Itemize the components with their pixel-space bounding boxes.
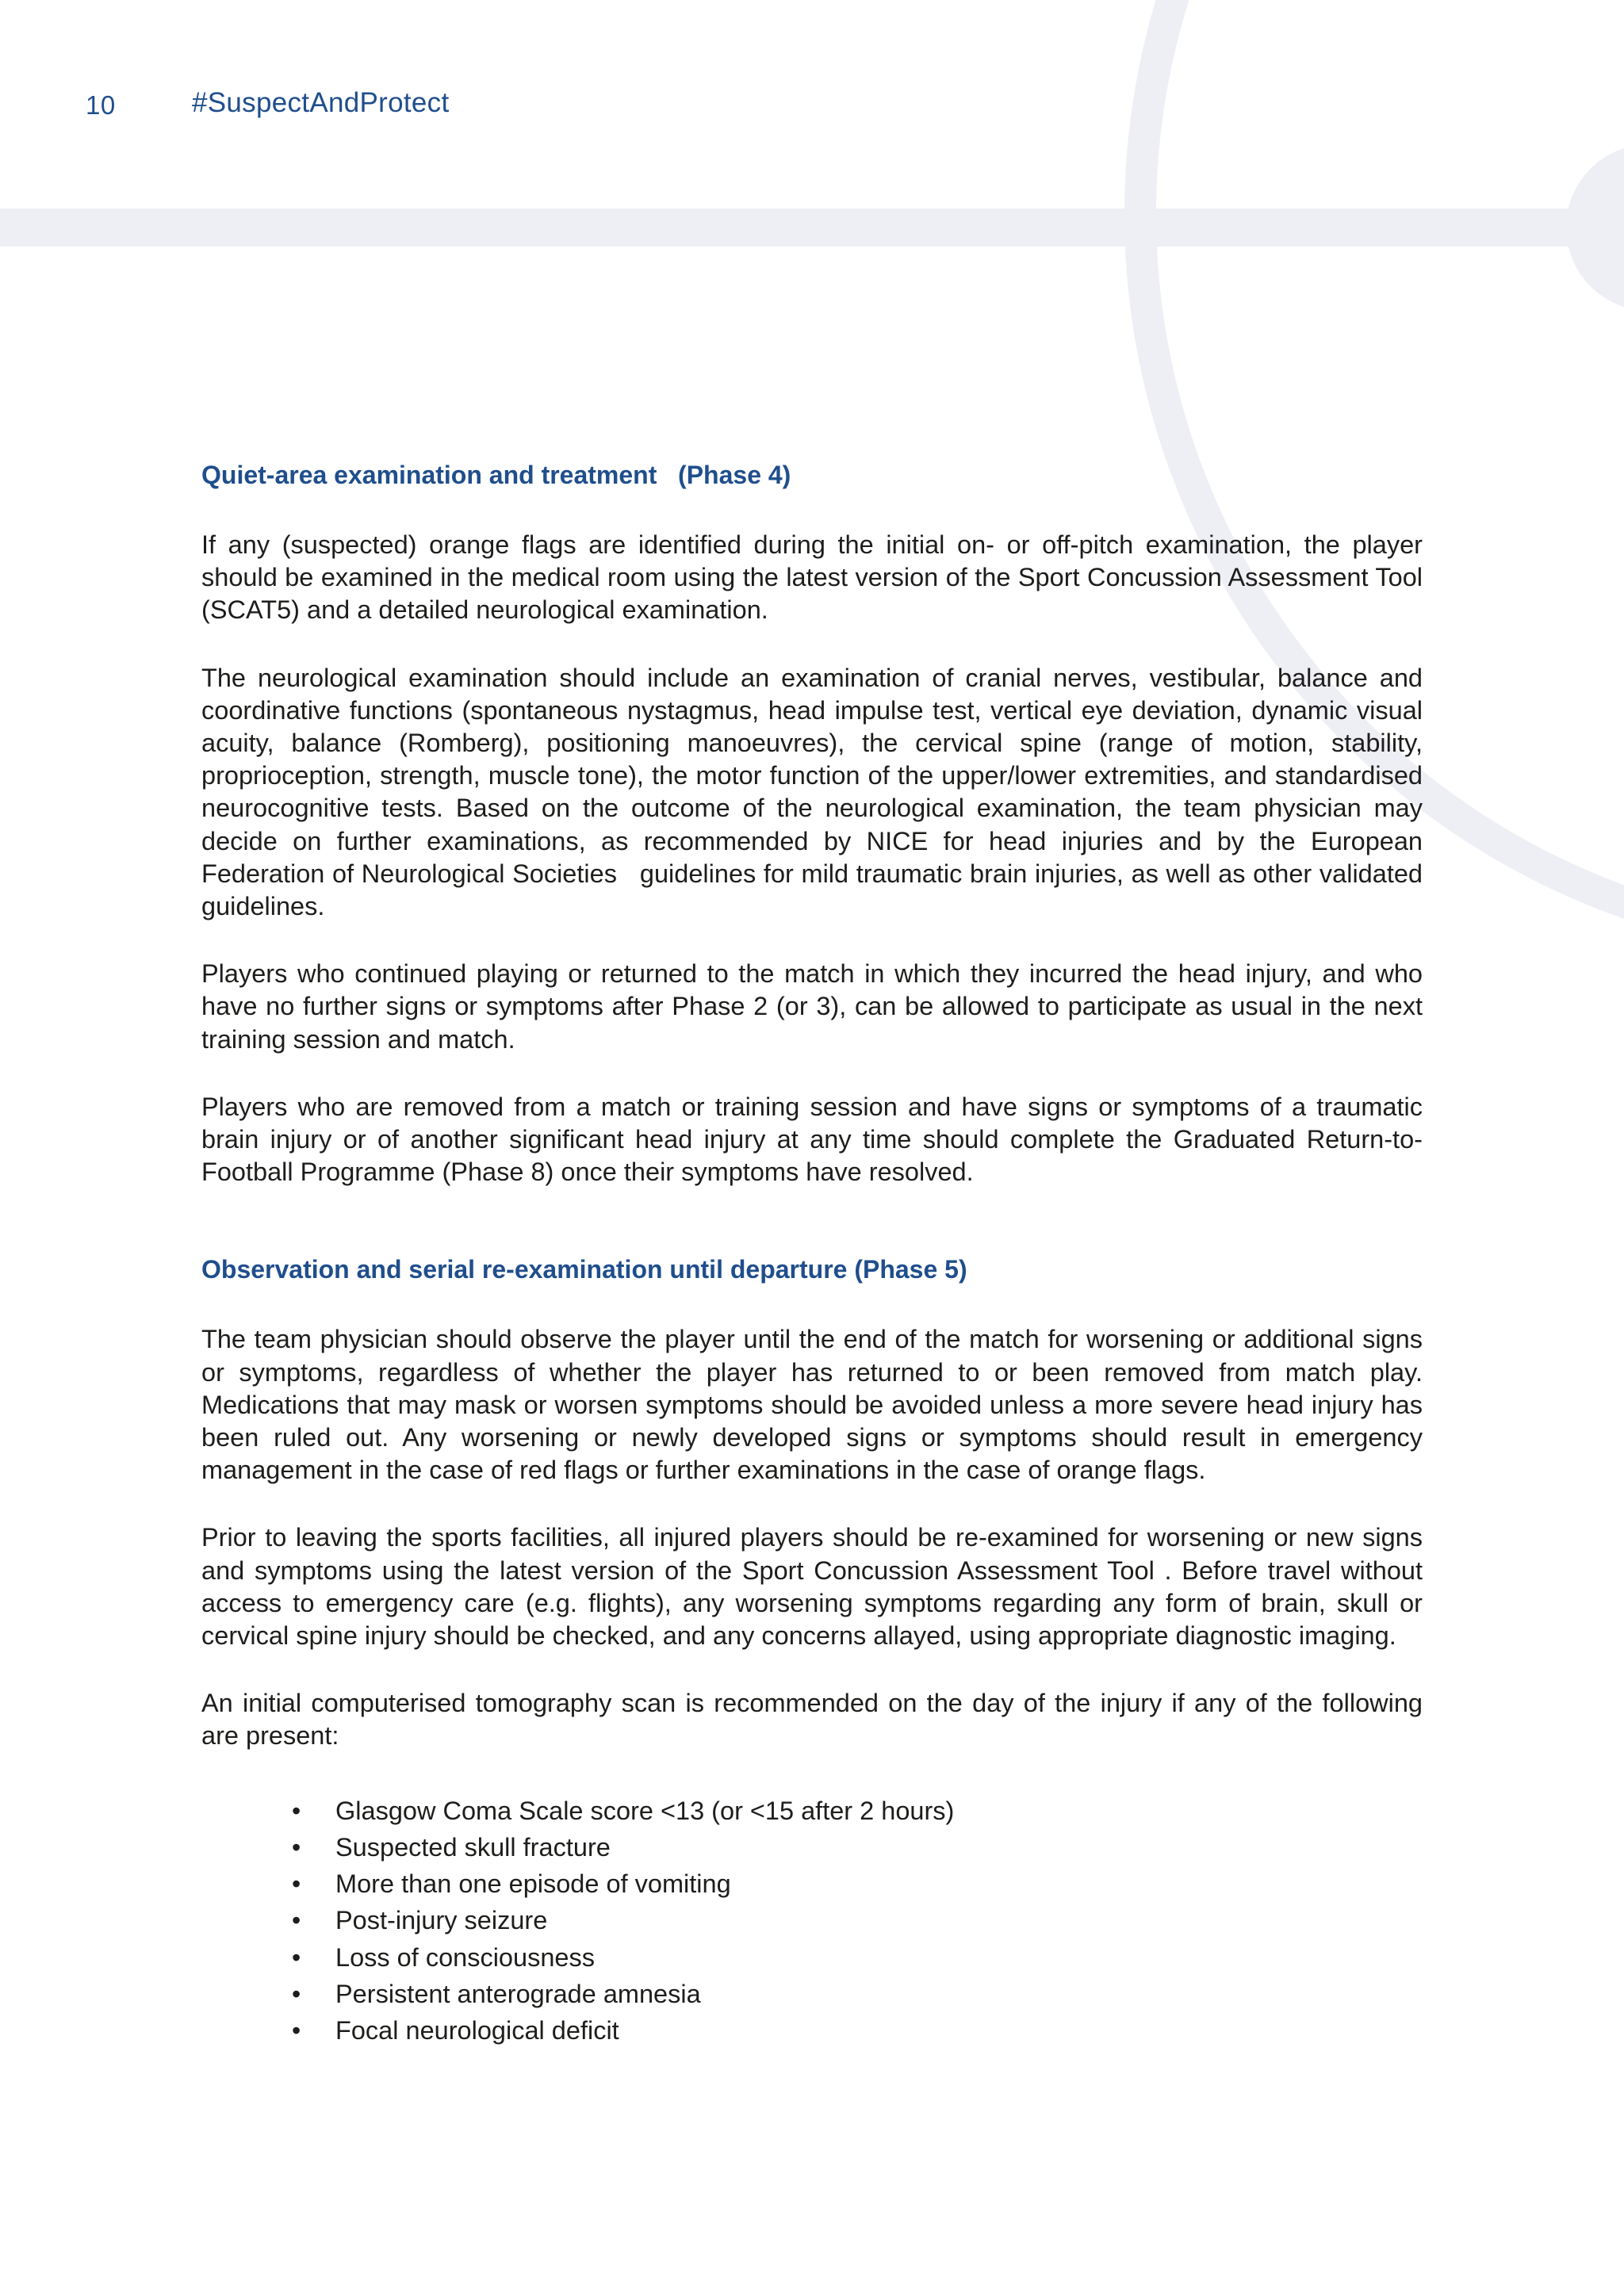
bullet-icon: •: [292, 2015, 301, 2045]
main-content: [201, 456, 1438, 2049]
paragraph-orange-flags: If any (suspected) orange flags are identified during the initial on- or off-pitch examination, the player should be examined in the medical room using the latest version of the Sport Concussion Assessment Tool (SCAT5) and a detailed neurological examination.: [201, 530, 1431, 625]
list-item-text: More than one episode of vomiting: [335, 1869, 731, 1899]
list-item-text: Suspected skull fracture: [335, 1832, 611, 1862]
list-item-text: Persistent anterograde amnesia: [335, 1979, 701, 2008]
list-item: [292, 1793, 1423, 1829]
list-item: [292, 1866, 1423, 1902]
list-item: [292, 1939, 1423, 1976]
list-item-text: Glasgow Coma Scale score <13 (or <15 after 2 hours): [335, 1796, 955, 1825]
list-item: [292, 1976, 1423, 2012]
bullet-icon: •: [292, 1869, 301, 1899]
bullet-icon: •: [292, 1832, 301, 1862]
paragraph-ct-scan: An initial computerised tomography scan is recommended on the day of the injury if any of the following are present:: [201, 1689, 1431, 1751]
bullet-icon: •: [292, 1979, 301, 2008]
paragraph-neurological-examination: The neurological examination should include an examination of cranial nerves, vestibular, balance and coordinative functions (spontaneous nystagmus, head impulse test, vertical eye deviation, dynamic visual acuity, balance (Romberg), positioning manoeuvres), the cervical spine (range of motion, stability, proprioception, strength, muscle tone), the motor function of the upper/lower extremities, and standardised neurocognitive tests. Based on the outcome of the neurological examination, the team physician may decide on further examinations, as recommended by NICE for head injuries and by the European Federation of Neurological Societies guidelines for mild traumatic brain injuries, as well as other validated guidelines.: [201, 663, 1431, 921]
list-item: [292, 2012, 1423, 2049]
paragraph-team-physician-observe: The team physician should observe the player until the end of the match for worsening or additional signs or symptoms, regardless of whether the player has returned to or been removed from match play. Medications that may mask or worsen symptoms should be avoided unless a more severe head injury has been ruled out. Any worsening or newly developed signs or symptoms should result in emergency management in the case of red flags or further examinations in the case of orange flags.: [201, 1325, 1431, 1485]
list-item-text: Loss of consciousness: [335, 1942, 595, 1972]
list-item-text: Post-injury seizure: [335, 1906, 548, 1935]
header-band: [0, 209, 1624, 247]
list-item: [292, 1829, 1423, 1866]
section-heading-phase-5: Observation and serial re-examination until departure (Phase 5): [201, 1255, 967, 1284]
ct-criteria-list: [201, 1793, 1423, 2049]
list-item-text: Focal neurological deficit: [335, 2015, 619, 2045]
section-heading-phase-4: Quiet-area examination and treatment (Phase 4): [201, 461, 791, 489]
paragraph-removed-players: Players who are removed from a match or training session and have signs or symptoms of a traumatic brain injury or of another significant head injury at any time should complete the Graduated Return-to- Football Programme (Phase 8) once their symptoms have resolved.: [201, 1092, 1438, 1187]
decorative-disc: [1566, 144, 1624, 311]
list-item: [292, 1902, 1423, 1938]
bullet-icon: •: [292, 1942, 301, 1972]
paragraph-prior-to-leaving: Prior to leaving the sports facilities, all injured players should be re-examined for worsening or new signs and symptoms using the latest version of the Sport Concussion Assessment Tool . Before travel without access to emergency care (e.g. flights), any worsening symptoms regarding any form of brain, skull or cervical spine injury should be checked, and any concerns allayed, using appropriate diagnostic imaging.: [201, 1523, 1431, 1651]
bullet-icon: •: [292, 1796, 301, 1825]
bullet-icon: •: [292, 1906, 301, 1935]
paragraph-continued-playing: Players who continued playing or returned to the match in which they incurred the head injury, and who have no further signs or symptoms after Phase 2 (or 3), can be allowed to participate as usual in the next training session and match.: [201, 959, 1431, 1054]
page-number: 10: [86, 90, 116, 120]
header-hashtag: #SuspectAndProtect: [192, 87, 450, 118]
